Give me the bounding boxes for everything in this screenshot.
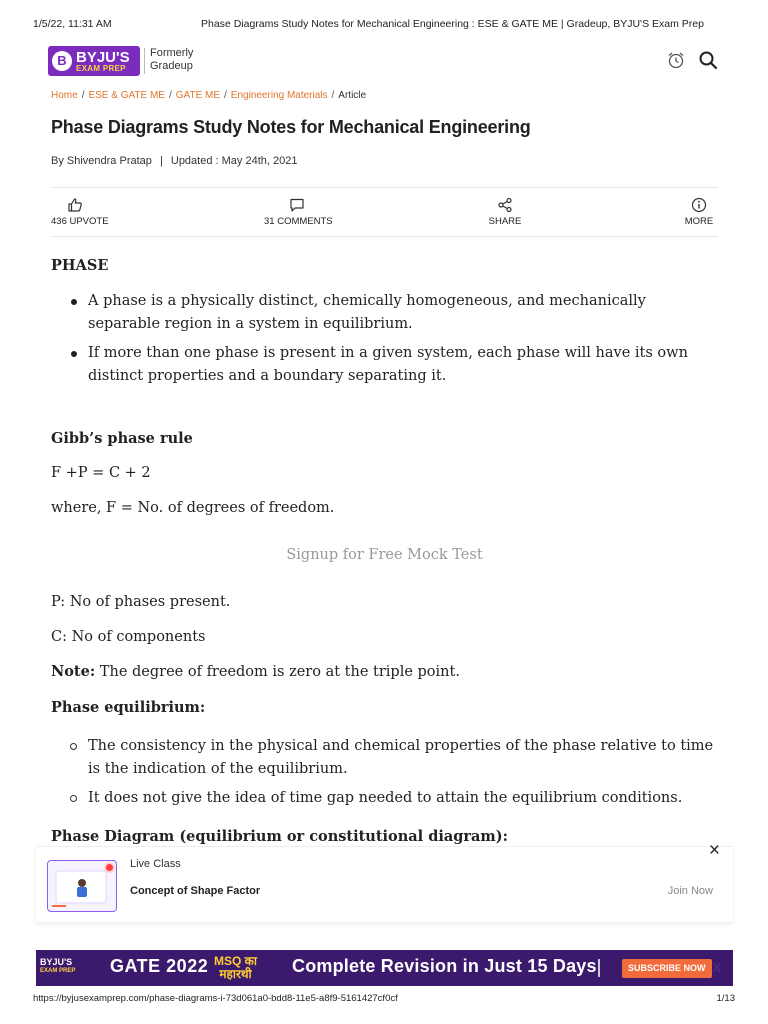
signup-mock-test-link[interactable]: Signup for Free Mock Test [286,547,483,563]
breadcrumb-current: Article [338,90,367,101]
where-line: where, F = No. of degrees of freedom. [51,500,335,516]
banner-maharathi-line1: MSQ का [214,954,257,968]
author-name[interactable]: By Shivendra Pratap [51,155,152,167]
live-class-card[interactable] [36,846,733,922]
more-button[interactable] [684,197,714,227]
banner-logo [40,958,75,976]
formerly-gradeup [150,47,193,73]
breadcrumb-separator: / [81,90,85,101]
close-live-class-icon[interactable]: × [708,840,720,861]
phase-bullet-text: If more than one phase is present in a given system, each phase will have its own distinct properties and a boundary separating it. [88,345,688,384]
logo-divider [144,48,145,74]
promo-banner[interactable] [36,950,733,986]
article-body [51,250,718,848]
live-class-label: Live Class [130,858,181,870]
banner-gate-title: GATE 2022 [110,956,209,976]
print-header [33,18,735,32]
formerly-line1: Formerly [150,47,194,59]
search-icon[interactable] [698,50,718,70]
equilibrium-bullet-text: It does not give the idea of time gap needed to attain the equilibrium conditions. [88,790,683,806]
byjus-logo[interactable] [48,46,140,76]
action-bar [51,187,718,237]
bullet-ring-icon [70,743,77,750]
phase-bullet-list [51,290,718,388]
bullet-dot-icon [71,351,77,357]
live-recording-icon [106,864,113,871]
share-button[interactable] [487,197,523,227]
banner-headline: Complete Revision in Just 15 Days [292,956,597,976]
phase-bullet-text: A phase is a physically distinct, chemically homogeneous, and mechanically separable region in a system in equilibrium. [88,293,646,332]
share-icon [497,197,513,213]
list-item [51,735,718,781]
comments-button[interactable] [264,197,333,227]
share-label: SHARE [488,216,522,227]
breadcrumb [51,90,366,101]
breadcrumb-ese-gate-me[interactable]: ESE & GATE ME [88,90,165,101]
upvote-label: 436 UPVOTE [51,216,109,227]
formerly-line2: Gradeup [150,60,193,72]
live-class-thumbnail [47,860,117,912]
upvote-button[interactable] [51,197,109,227]
phase-heading: PHASE [51,257,109,274]
equilibrium-bullet-text: The consistency in the physical and chemical properties of the phase relative to time is the indication of the equilibrium. [88,738,714,777]
list-item [51,290,718,336]
phase-diagram-heading: Phase Diagram (equilibrium or constitutional diagram): [51,828,508,845]
banner-divider [598,959,600,977]
byline-divider: | [159,155,163,167]
alarm-clock-icon[interactable] [666,50,686,70]
print-date: 1/5/22, 11:31 AM [33,18,112,30]
banner-logo-sub: EXAM PREP [40,968,76,974]
subscribe-now-button[interactable]: SUBSCRIBE NOW [622,959,712,978]
list-item [51,787,718,810]
logo-b-mark-icon: B [52,51,72,71]
page-title: Phase Diagrams Study Notes for Mechanical Engineering [51,117,531,137]
print-page-title: Phase Diagrams Study Notes for Mechanical Engineering : ESE & GATE ME | Gradeup, BYJU'S Exam Prep [201,18,704,30]
close-banner-icon[interactable]: X [712,960,721,975]
logo-sub: EXAM PREP [76,63,126,73]
breadcrumb-separator: / [168,90,172,101]
byline [51,155,297,167]
live-class-topic: Concept of Shape Factor [130,885,261,897]
comments-label: 31 COMMENTS [264,216,333,227]
bullet-dot-icon [71,299,77,305]
print-url: https://byjusexamprep.com/phase-diagrams-i-73d061a0-bdd8-11e5-a8f9-5161427cf0cf [33,993,398,1004]
breadcrumb-separator: / [224,90,227,101]
c-definition: C: No of components [51,629,206,645]
note-label: Note: [51,663,96,680]
banner-logo-word: BYJU'S [40,957,73,967]
comment-icon [289,197,305,213]
gibbs-heading: Gibb’s phase rule [51,430,193,447]
more-label: MORE [684,216,714,227]
p-definition: P: No of phases present. [51,594,231,610]
thumbs-up-icon [67,197,83,213]
banner-maharathi-line2: महारथी [219,967,252,981]
breadcrumb-home[interactable]: Home [51,90,78,101]
breadcrumb-engineering-materials[interactable]: Engineering Materials [230,90,328,101]
breadcrumb-gate-me[interactable]: GATE ME [175,90,221,101]
logo-word: BYJU'S [76,48,130,66]
join-now-button[interactable]: Join Now [667,885,713,897]
bullet-ring-icon [70,795,77,802]
gibbs-formula: F +P = C + 2 [51,465,151,481]
banner-maharathi [214,955,257,981]
equilibrium-heading: Phase equilibrium: [51,699,206,716]
list-item [51,342,718,388]
note-line [51,660,718,684]
equilibrium-bullet-list [51,735,718,810]
print-page-number: 1/13 [716,993,735,1004]
breadcrumb-separator: / [331,90,335,101]
updated-date: Updated : May 24th, 2021 [170,155,298,167]
site-header [48,44,720,80]
info-icon [691,197,707,213]
note-text: The degree of freedom is zero at the triple point. [95,664,460,680]
